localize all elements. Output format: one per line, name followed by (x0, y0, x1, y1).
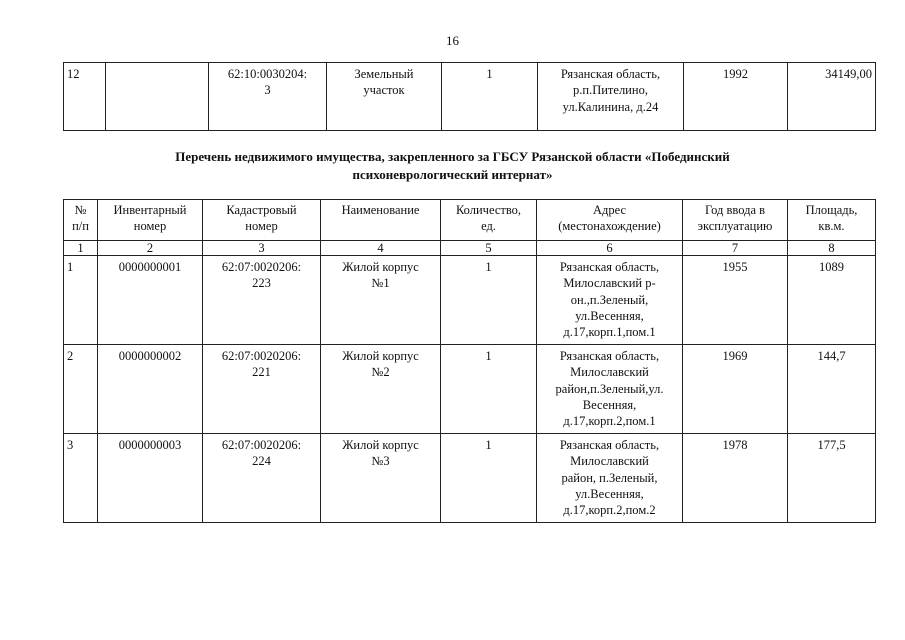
row-number-cell: 1 (64, 256, 98, 345)
page-number: 16 (446, 33, 459, 48)
column-number-cell: 2 (98, 241, 203, 256)
header-address: Адрес (местонахождение) (537, 200, 683, 241)
column-number-cell: 3 (203, 241, 321, 256)
name-cell: Земельный участок (327, 63, 442, 131)
name-cell: Жилой корпус №2 (321, 345, 441, 434)
inventory-number-cell: 0000000001 (98, 256, 203, 345)
row-number-cell: 12 (64, 63, 106, 131)
header-quantity: Количество, ед. (441, 200, 537, 241)
column-number-cell: 7 (683, 241, 788, 256)
column-number-cell: 1 (64, 241, 98, 256)
area-cell: 1089 (788, 256, 876, 345)
inventory-number-cell: 0000000002 (98, 345, 203, 434)
address-cell: Рязанская область, Милославский район,п.Зеленый,ул. Весенняя, д.17,корп.2,пом.1 (537, 345, 683, 434)
header-no: № п/п (64, 200, 98, 241)
header-cadastral: Кадастровый номер (203, 200, 321, 241)
area-cell: 34149,00 (788, 63, 876, 131)
header-year: Год ввода в эксплуатацию (683, 200, 788, 241)
inventory-number-cell: 0000000003 (98, 434, 203, 523)
year-cell: 1969 (683, 345, 788, 434)
address-cell: Рязанская область, Милославский р- он.,п.Зеленый, ул.Весенняя, д.17,корп.1,пом.1 (537, 256, 683, 345)
header-inventory: Инвентарный номер (98, 200, 203, 241)
area-cell: 177,5 (788, 434, 876, 523)
quantity-cell: 1 (441, 256, 537, 345)
year-cell: 1978 (683, 434, 788, 523)
row-number-cell: 2 (64, 345, 98, 434)
inventory-number-cell (106, 63, 209, 131)
quantity-cell: 1 (441, 345, 537, 434)
column-number-cell: 5 (441, 241, 537, 256)
year-cell: 1992 (684, 63, 788, 131)
header-area: Площадь, кв.м. (788, 200, 876, 241)
table-row (64, 63, 876, 131)
column-number-cell: 6 (537, 241, 683, 256)
property-table (63, 199, 876, 523)
cadastral-number-cell: 62:07:0020206: 221 (203, 345, 321, 434)
header-row (64, 200, 876, 241)
cadastral-number-cell: 62:07:0020206: 223 (203, 256, 321, 345)
cadastral-number-cell: 62:10:0030204: 3 (209, 63, 327, 131)
section-title (0, 148, 905, 183)
table-row (64, 434, 876, 523)
name-cell: Жилой корпус №3 (321, 434, 441, 523)
address-cell: Рязанская область, Милославский район, п.Зеленый, ул.Весенняя, д.17,корп.2,пом.2 (537, 434, 683, 523)
year-cell: 1955 (683, 256, 788, 345)
column-number-cell: 4 (321, 241, 441, 256)
area-cell: 144,7 (788, 345, 876, 434)
table-row (64, 256, 876, 345)
row-number-cell: 3 (64, 434, 98, 523)
table-body (64, 256, 876, 523)
column-number-row (64, 241, 876, 256)
quantity-cell: 1 (441, 434, 537, 523)
quantity-cell: 1 (442, 63, 538, 131)
continued-table (63, 62, 876, 131)
name-cell: Жилой корпус №1 (321, 256, 441, 345)
cadastral-number-cell: 62:07:0020206: 224 (203, 434, 321, 523)
column-number-cell: 8 (788, 241, 876, 256)
section-title-line2: психоневрологический интернат» (352, 166, 553, 182)
section-title-line1: Перечень недвижимого имущества, закрепленного за ГБСУ Рязанской области «Побединский (175, 149, 730, 164)
address-cell: Рязанская область, р.п.Пителино, ул.Калинина, д.24 (538, 63, 684, 131)
table-row (64, 345, 876, 434)
header-name: Наименование (321, 200, 441, 241)
